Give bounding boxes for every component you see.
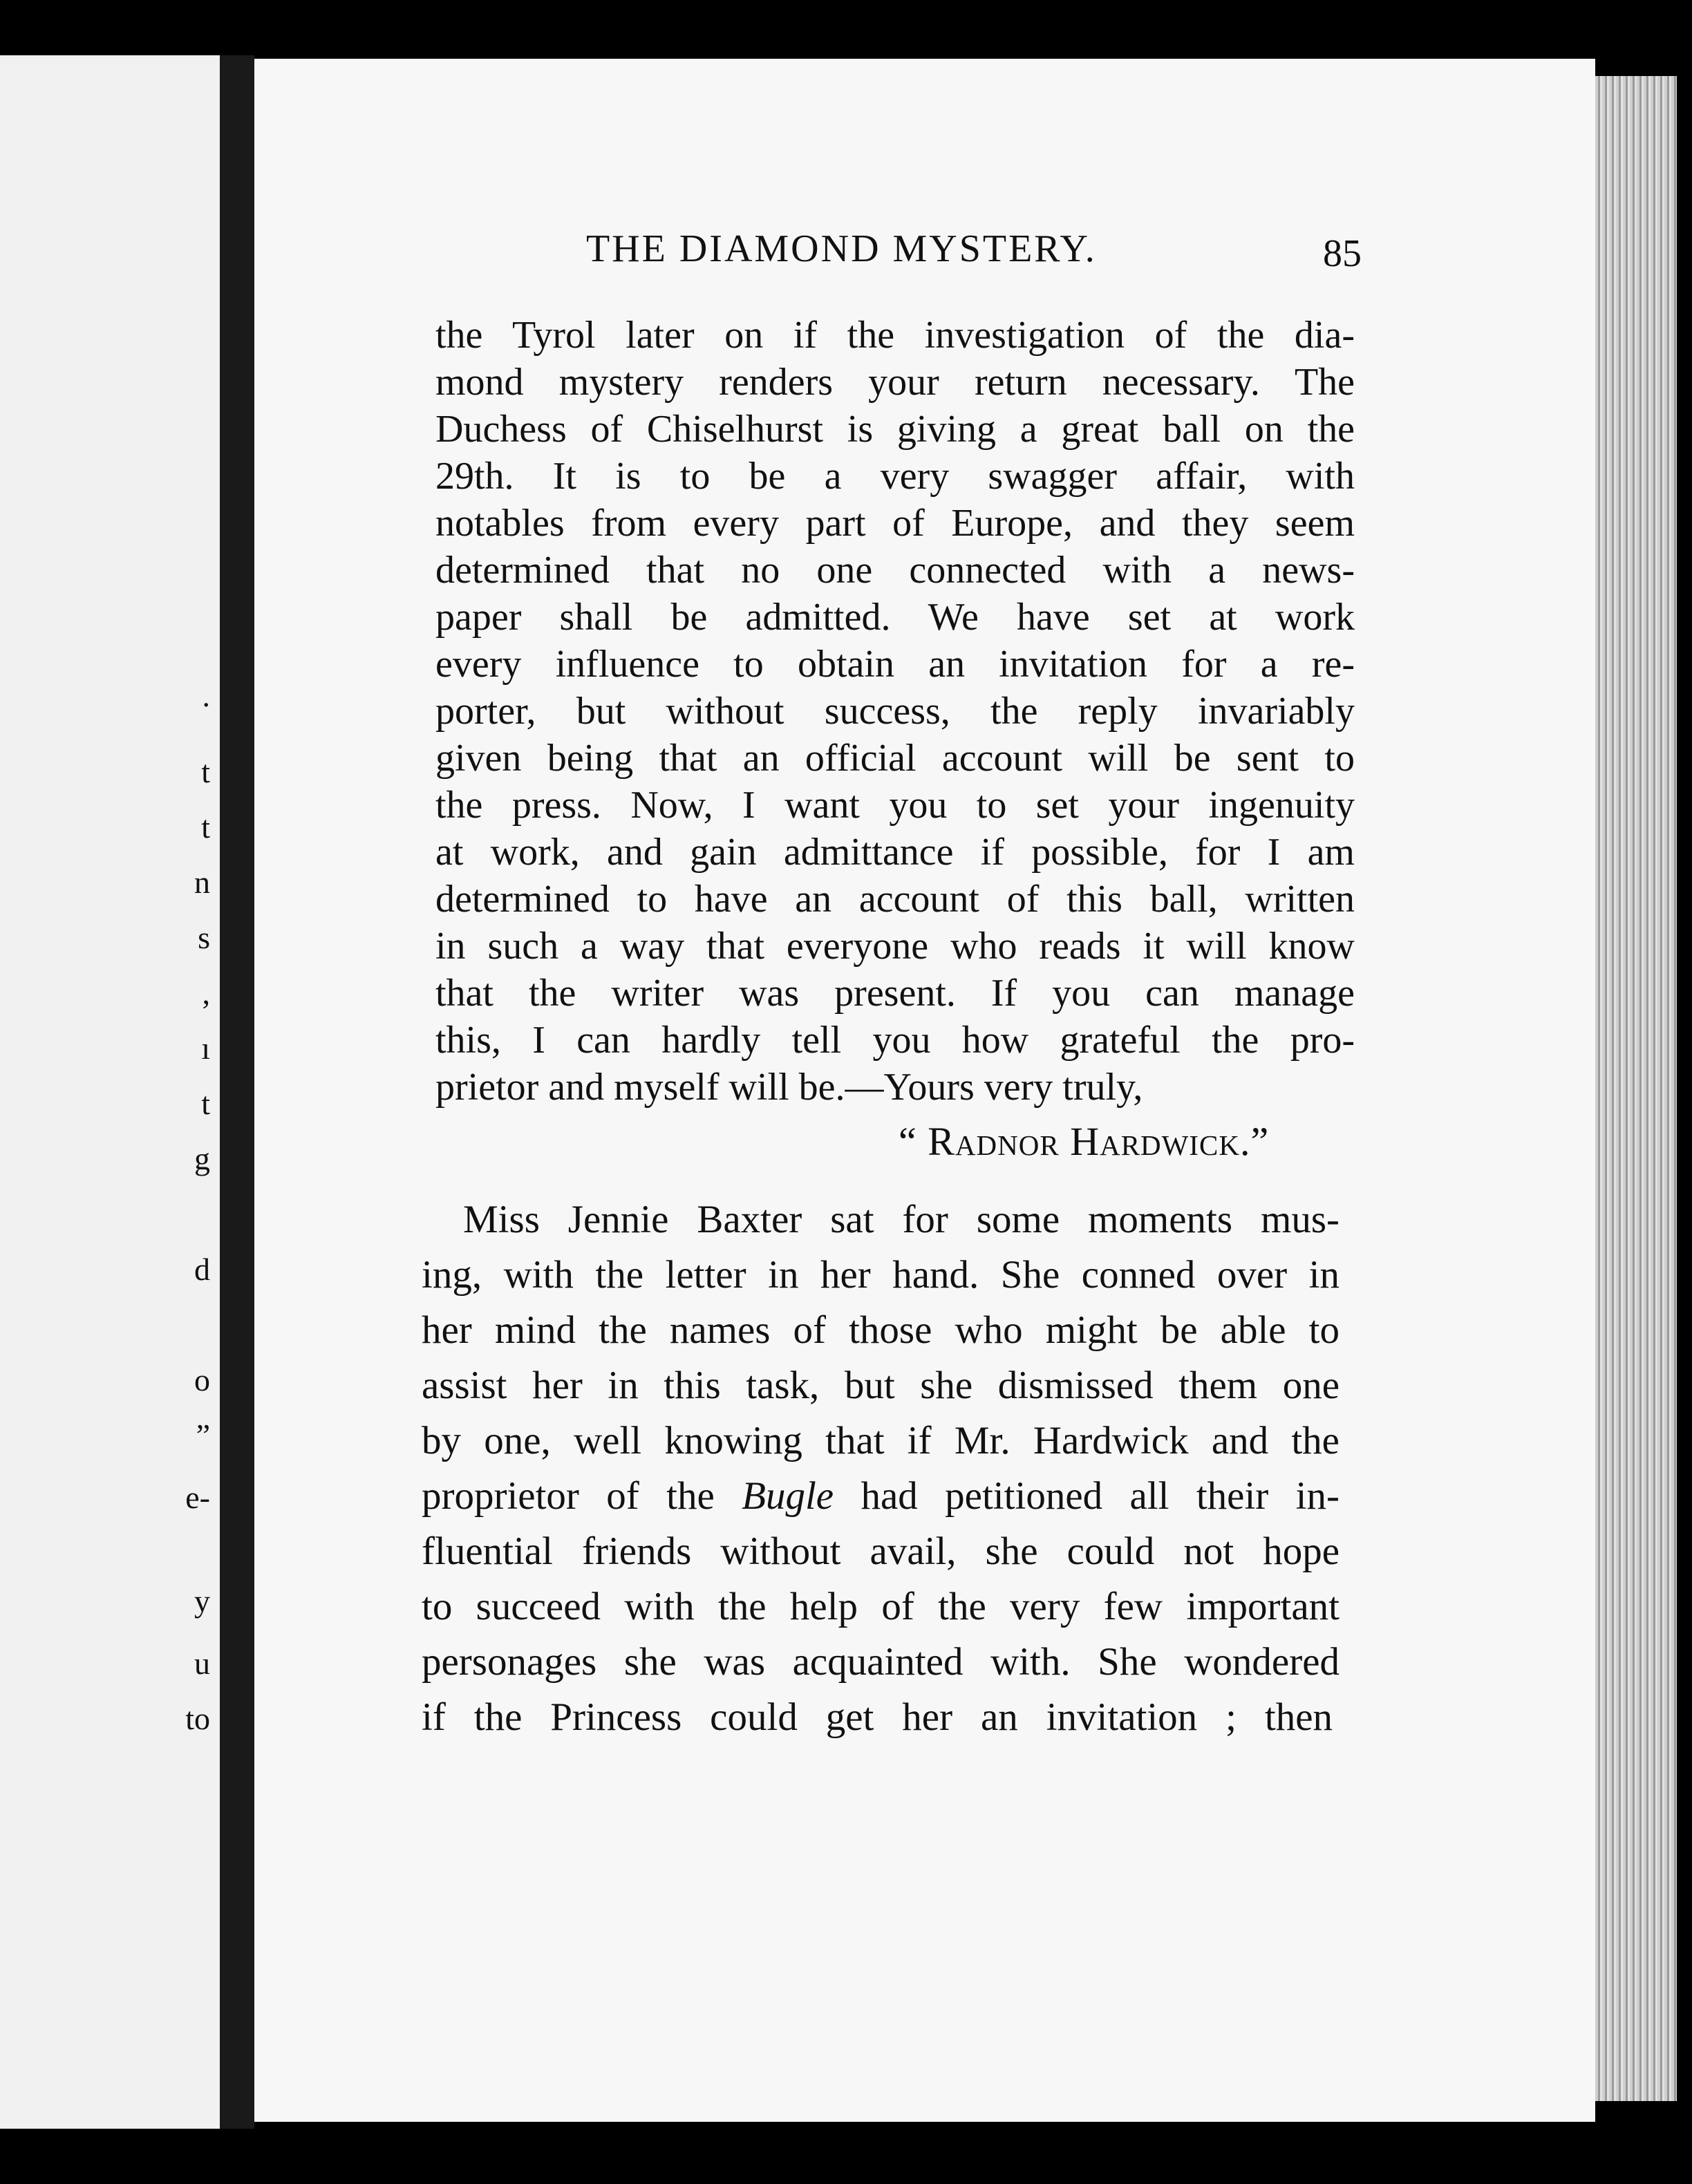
facing-page-fragment: n bbox=[194, 865, 210, 900]
text-line: at work, and gain admittance if possible, for I am bbox=[435, 831, 1355, 874]
text-line: the press. Now, I want you to set your ingenuity bbox=[435, 784, 1355, 827]
facing-page-fragment: t bbox=[201, 1086, 210, 1121]
text-line: prietor and myself will be.—Yours very truly, bbox=[435, 1066, 1143, 1109]
text-line: 29th. It is to be a very swagger affair, with bbox=[435, 455, 1355, 498]
text-line: mond mystery renders your return necessary. The bbox=[435, 361, 1355, 404]
facing-page-fragment: u bbox=[194, 1646, 210, 1681]
facing-page-fragment: o bbox=[194, 1362, 210, 1397]
facing-page-fragment: . bbox=[202, 678, 210, 713]
text-line: in such a way that everyone who reads it will know bbox=[435, 925, 1355, 968]
text-run: proprietor of the bbox=[422, 1474, 742, 1518]
text-line: paper shall be admitted. We have set at work bbox=[435, 596, 1355, 639]
facing-page-fragment: y bbox=[194, 1583, 210, 1619]
text-line: Duchess of Chiselhurst is giving a great ball on the bbox=[435, 408, 1355, 451]
facing-page-fragment: ” bbox=[196, 1418, 210, 1453]
text-line: her mind the names of those who might be able to bbox=[422, 1308, 1340, 1352]
text-line: assist her in this task, but she dismissed them one bbox=[422, 1364, 1340, 1407]
text-line: if the Princess could get her an invitation ; then bbox=[422, 1695, 1333, 1739]
text-line: this, I can hardly tell you how grateful the pro- bbox=[435, 1019, 1355, 1062]
text-line: determined to have an account of this ball, written bbox=[435, 878, 1355, 921]
text-line: every influence to obtain an invitation for a re- bbox=[435, 643, 1355, 686]
text-line: personages she was acquainted with. She wondered bbox=[422, 1640, 1340, 1684]
text-line: fluential friends without avail, she could not hope bbox=[422, 1529, 1340, 1573]
facing-page-fragment: to bbox=[185, 1701, 210, 1736]
facing-page-fragment: ı bbox=[201, 1030, 210, 1066]
text-line: the Tyrol later on if the investigation of the dia- bbox=[435, 314, 1355, 357]
text-line: ing, with the letter in her hand. She conned over in bbox=[422, 1253, 1340, 1297]
text-line: Miss Jennie Baxter sat for some moments mus- bbox=[463, 1198, 1340, 1241]
facing-page-fragment: t bbox=[201, 809, 210, 845]
text-line: that the writer was present. If you can manage bbox=[435, 972, 1355, 1015]
text-line: to succeed with the help of the very few important bbox=[422, 1585, 1340, 1628]
page-number: 85 bbox=[1323, 232, 1362, 275]
facing-page-fragment: d bbox=[194, 1252, 210, 1287]
newspaper-title: Bugle bbox=[742, 1474, 834, 1518]
text-line: porter, but without success, the reply invariably bbox=[435, 690, 1355, 733]
text-line: notables from every part of Europe, and they seem bbox=[435, 502, 1355, 545]
facing-page-fragment: g bbox=[194, 1141, 210, 1176]
letter-signature: “ Radnor Hardwick.” bbox=[899, 1119, 1270, 1164]
running-head: THE DIAMOND MYSTERY. bbox=[586, 227, 1097, 270]
text-run: had petitioned all their in- bbox=[834, 1474, 1340, 1518]
text-line: by one, well knowing that if Mr. Hardwick and the bbox=[422, 1419, 1340, 1462]
text-line-bugle bbox=[422, 1474, 1340, 1519]
facing-page-fragment: , bbox=[202, 975, 210, 1010]
facing-page-fragment: t bbox=[201, 754, 210, 789]
facing-page-fragment: e- bbox=[185, 1480, 210, 1515]
facing-page-fragment: s bbox=[198, 920, 210, 955]
text-line: determined that no one connected with a news- bbox=[435, 549, 1355, 592]
text-line: given being that an official account will be sent to bbox=[435, 737, 1355, 780]
